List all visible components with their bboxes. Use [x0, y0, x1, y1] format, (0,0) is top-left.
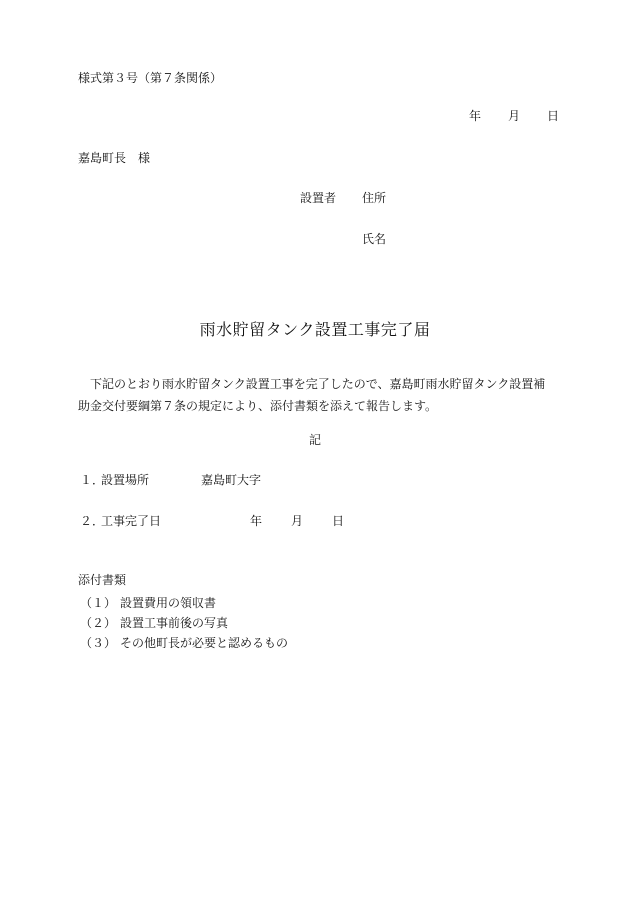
ki-heading: 記	[308, 433, 321, 447]
document-title: 雨水貯留タンク設置工事完了届	[199, 320, 431, 339]
attachment-number: （１）	[80, 596, 117, 610]
submission-date	[469, 110, 559, 122]
date-day: 日	[547, 109, 560, 123]
completion-date-year: 年	[250, 514, 263, 528]
date-month: 月	[508, 109, 521, 123]
item-number-2: ２．	[80, 514, 105, 528]
body-paragraph	[78, 373, 556, 417]
attachment-item	[80, 617, 228, 629]
addressee: 嘉島町長 様	[78, 151, 151, 165]
body-line-2: 助金交付要綱第７条の規定により、添付書類を添えて報告します。	[78, 399, 438, 413]
name-label: 氏名	[362, 232, 387, 246]
item-label-installation-site: 設置場所	[101, 473, 150, 487]
completion-date-month: 月	[291, 514, 304, 528]
address-label: 住所	[362, 191, 387, 205]
form-number: 様式第３号（第７条関係）	[78, 71, 223, 85]
body-line-1: 下記のとおり雨水貯留タンク設置工事を完了したので、嘉島町雨水貯留タンク設置補	[90, 377, 546, 391]
attachment-text: 設置工事前後の写真	[120, 616, 229, 630]
completion-date-day: 日	[332, 514, 345, 528]
date-year: 年	[469, 109, 482, 123]
attachments-heading: 添付書類	[78, 573, 127, 587]
attachment-number: （２）	[80, 616, 117, 630]
item-number-1: １．	[80, 473, 105, 487]
applicant-label: 設置者	[300, 191, 337, 205]
attachment-text: その他町長が必要と認めるもの	[120, 636, 289, 650]
attachment-item	[80, 597, 216, 609]
attachment-text: 設置費用の領収書	[120, 596, 217, 610]
item-value-installation-site: 嘉島町大字	[201, 473, 262, 487]
attachment-item	[80, 637, 288, 649]
item-label-completion-date: 工事完了日	[101, 514, 162, 528]
completion-date	[250, 515, 344, 527]
attachment-number: （３）	[80, 636, 117, 650]
